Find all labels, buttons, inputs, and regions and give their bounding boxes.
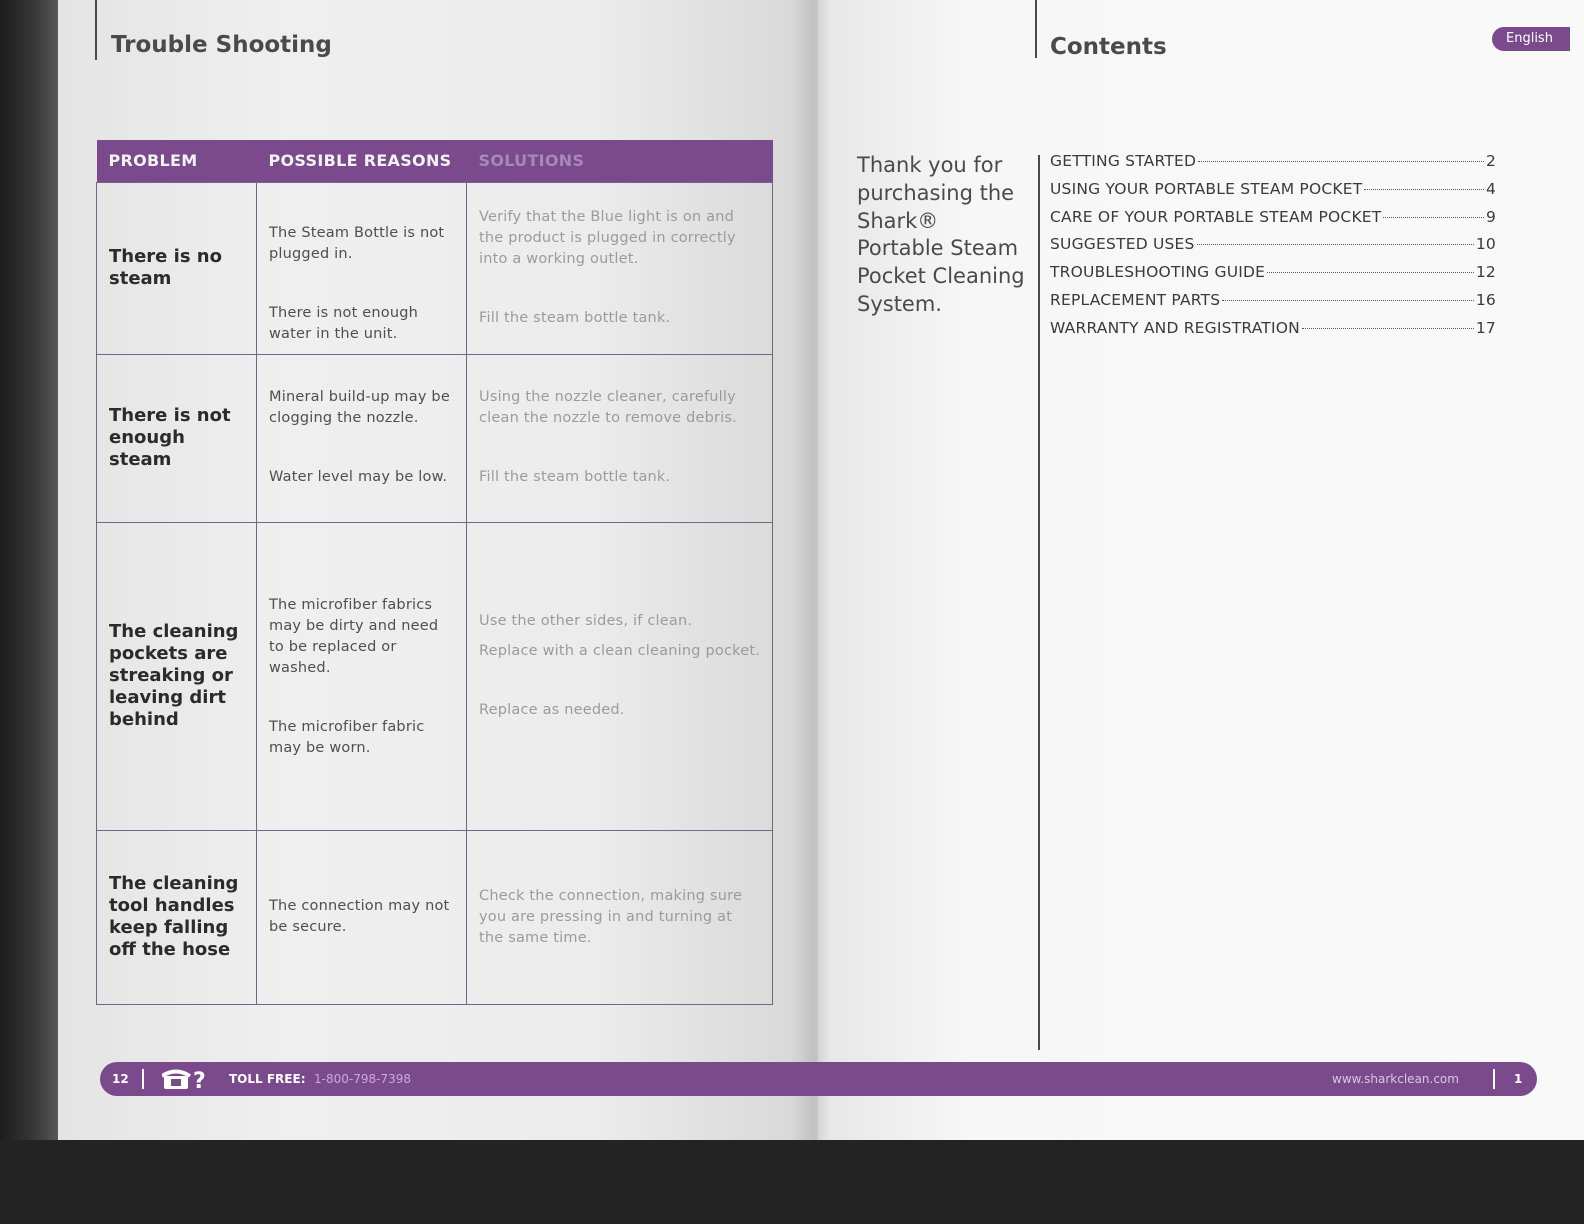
toc-entry	[1050, 263, 1496, 291]
table-row	[97, 522, 773, 830]
problem-cell: There is no steam	[97, 182, 257, 354]
table-row	[97, 830, 773, 1004]
toc-entry	[1050, 235, 1496, 263]
solutions-cell	[467, 354, 773, 522]
solutions-cell	[467, 522, 773, 830]
toc-page-number: 10	[1475, 235, 1496, 254]
footer-divider	[142, 1069, 144, 1089]
solution-text: Verify that the Blue light is on and the product is plugged in correctly into a working outlet.	[479, 208, 736, 267]
phone-question-icon	[162, 1067, 208, 1095]
toc-leader-dots	[1383, 217, 1483, 218]
right-page-number: 1	[1514, 1072, 1523, 1086]
header-solutions: SOLUTIONS	[467, 140, 773, 182]
table-row	[97, 182, 773, 354]
table-header-row	[97, 140, 773, 182]
footer-divider	[1493, 1069, 1495, 1089]
toc-page-number: 4	[1485, 179, 1496, 198]
toc-label: SUGGESTED USES	[1050, 235, 1195, 254]
toll-free-number: 1-800-798-7398	[314, 1072, 411, 1086]
toc-leader-dots	[1197, 244, 1474, 245]
toc-entry	[1050, 180, 1496, 208]
reasons-cell	[257, 182, 467, 354]
problem-cell: There is not enough steam	[97, 354, 257, 522]
solution-text: Replace with a clean cleaning pocket.	[479, 642, 761, 659]
toc-page-number: 17	[1475, 318, 1496, 337]
left-page-number: 12	[112, 1072, 129, 1086]
solutions-cell	[467, 830, 773, 1004]
thank-you-message: Thank you for purchasing the Shark® Portable Steam Pocket Cleaning System.	[857, 153, 1025, 316]
solution-text: Using the nozzle cleaner, carefully clean the nozzle to remove debris.	[479, 388, 737, 426]
reason-text: Water level may be low.	[269, 468, 448, 485]
contents-divider	[1038, 155, 1040, 1050]
website-link[interactable]: www.sharkclean.com	[1332, 1072, 1459, 1086]
reason-text: The microfiber fabric may be worn.	[269, 718, 425, 756]
reasons-cell	[257, 354, 467, 522]
toc-entry	[1050, 319, 1496, 347]
reasons-cell	[257, 830, 467, 1004]
header-possible-reasons: POSSIBLE REASONS	[257, 140, 467, 182]
toc-label: WARRANTY AND REGISTRATION	[1050, 318, 1300, 337]
toc-page-number: 9	[1485, 207, 1496, 226]
toc-entry	[1050, 291, 1496, 319]
solution-text: Fill the steam bottle tank.	[479, 309, 671, 326]
reasons-cell	[257, 522, 467, 830]
table-row	[97, 354, 773, 522]
right-header-rule	[1035, 0, 1037, 58]
toc-leader-dots	[1222, 300, 1474, 301]
reason-text: The microfiber fabrics may be dirty and need to be replaced or washed.	[269, 596, 439, 676]
toc-page-number: 2	[1485, 152, 1496, 170]
spine-shadow	[790, 0, 830, 1140]
page-title-troubleshooting: Trouble Shooting	[111, 32, 332, 58]
reason-text: Mineral build-up may be clogging the nozzle.	[269, 388, 450, 426]
problem-cell: The cleaning pockets are streaking or leaving dirt behind	[97, 522, 257, 830]
reason-text: The Steam Bottle is not plugged in.	[269, 224, 445, 262]
toc-label: USING YOUR PORTABLE STEAM POCKET	[1050, 179, 1363, 198]
troubleshooting-table	[96, 140, 773, 1005]
solutions-cell	[467, 182, 773, 354]
toc-page-number: 16	[1475, 290, 1496, 309]
left-header-rule	[95, 0, 97, 60]
toc-label: REPLACEMENT PARTS	[1050, 290, 1221, 309]
toc-entry	[1050, 208, 1496, 236]
toc-leader-dots	[1198, 161, 1484, 162]
solution-text: Fill the steam bottle tank.	[479, 468, 671, 485]
toc-leader-dots	[1267, 272, 1474, 273]
page-title-contents: Contents	[1050, 34, 1167, 60]
toc-page-number: 12	[1475, 263, 1496, 282]
toc-label: GETTING STARTED	[1050, 152, 1197, 170]
solution-text: Use the other sides, if clean.	[479, 612, 693, 629]
table-of-contents	[1050, 152, 1496, 347]
header-problem: PROBLEM	[97, 140, 257, 182]
toll-free-label: TOLL FREE:	[229, 1072, 306, 1086]
reason-text: The connection may not be secure.	[269, 898, 450, 935]
footer-bar	[100, 1062, 1537, 1096]
reason-text: There is not enough water in the unit.	[269, 304, 419, 342]
toc-leader-dots	[1302, 328, 1474, 329]
toc-label: TROUBLESHOOTING GUIDE	[1050, 263, 1266, 282]
scan-background	[0, 0, 60, 1140]
svg-text:?: ?	[193, 1069, 206, 1091]
language-tab-english: English	[1492, 27, 1570, 51]
solution-text: Check the connection, making sure you are pressing in and turning at the same time.	[479, 887, 743, 946]
problem-cell: The cleaning tool handles keep falling off the hose	[97, 830, 257, 1004]
toc-leader-dots	[1364, 189, 1484, 190]
toc-label: CARE OF YOUR PORTABLE STEAM POCKET	[1050, 207, 1382, 226]
toc-entry	[1050, 152, 1496, 180]
solution-text: Replace as needed.	[479, 701, 625, 718]
